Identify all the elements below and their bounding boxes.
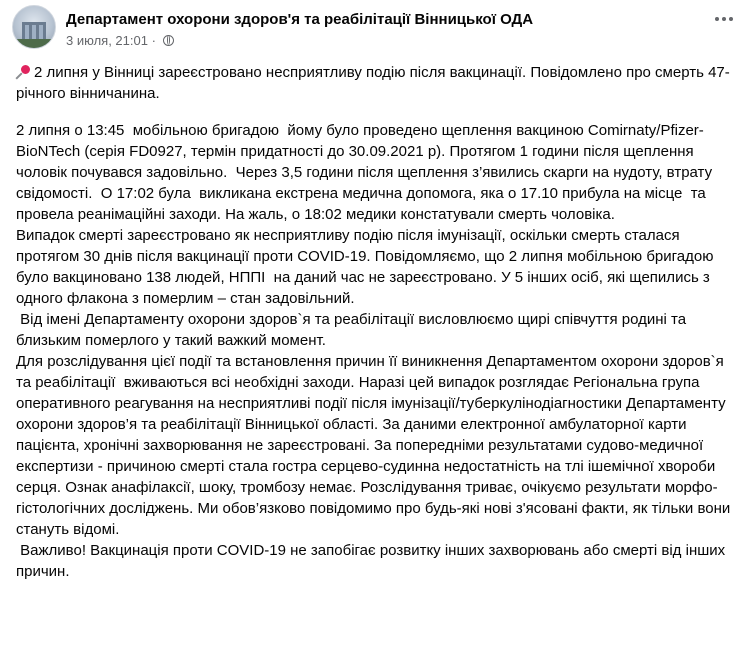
page-avatar[interactable] <box>12 5 56 49</box>
meta-separator: · <box>151 33 156 48</box>
post-header <box>12 5 742 55</box>
post-timestamp-link[interactable]: 3 июля, 21:01 <box>66 33 148 48</box>
post-text <box>16 62 740 582</box>
dot-icon <box>715 17 719 21</box>
dot-icon <box>722 17 726 21</box>
paragraph-text: 2 липня у Вінниці зареєстровано несприятливу подію після вакцинації. Повідомлено про смерть 47-річного вінничанина. <box>16 64 730 102</box>
post-paragraph <box>16 62 740 104</box>
pushpin-icon <box>16 65 30 79</box>
post-paragraph: 2 липня о 13:45 мобільною бригадою йому було проведено щеплення вакциною Comirnaty/Pfizer-BioNTech (серія FD0927, термін придатності до 30.09.2021 р). Протягом 1 години після щеплення чоловік почувався задовільно. Через 3,5 години після щеплення з’явились скарги на нудоту, втрату свідомості. О 17:02 була викликана екстрена медична допомога, яка о 17.10 прибула на місце та провела реанімаційні заходи. На жаль, о 18:02 медики констатували смерть чоловіка. Випадок смерті зареєстровано як несприятливу подію після імунізації, оскільки смерть сталася протягом 30 днів після вакцинації проти COVID-19. Повідомляємо, що 2 липня мобільною бригадою було вакциновано 138 людей, НППІ на даний час не зареєстровано. У 5 інших осіб, які щепились з одного флакона з померлим – стан задовільний. Від імені Департаменту охорони здоров`я та реабілітації висловлюємо щирі співчуття родині та близьким померлого у такий важкий момент. Для розслідування цієї події та встановлення причин її виникнення Департаментом охорони здоров`я та реабілітації вживаються всі необхідні заходи. Наразі цей випадок розглядає Регіональна група оперативного реагування на несприятливі події після імунізації/туберкулінодіагностики Департаменту охорони здоров’я та реабілітації Вінницької області. За даними електронної амбулаторної карти пацієнта, хронічні захворювання не зареєстровані. За попередніми результатами судово-медичної експертизи - причиною смерті стала гостра серцево-судинна недостатність на тлі ішемічної хвороби серця. Ознак анафілаксії, шоку, тромбозу немає. Розслідування триває, очікуємо результати морфо-гістологічних досліджень. Ми обов’язково повідомимо про будь-які нові з'ясовані факти, як тільки вони стануть відомі. Важливо! Вакцинація проти COVID-19 не запобігає розвитку інших захворювань або смерті від інших причин. <box>16 122 731 580</box>
more-options-button[interactable] <box>706 9 742 29</box>
trees-icon <box>13 39 55 48</box>
globe-icon[interactable] <box>163 35 174 46</box>
dot-icon <box>729 17 733 21</box>
author-name-link[interactable]: Департамент охорони здоров'я та реабілітації Вінницької ОДА <box>66 11 534 28</box>
post-meta <box>66 33 174 48</box>
